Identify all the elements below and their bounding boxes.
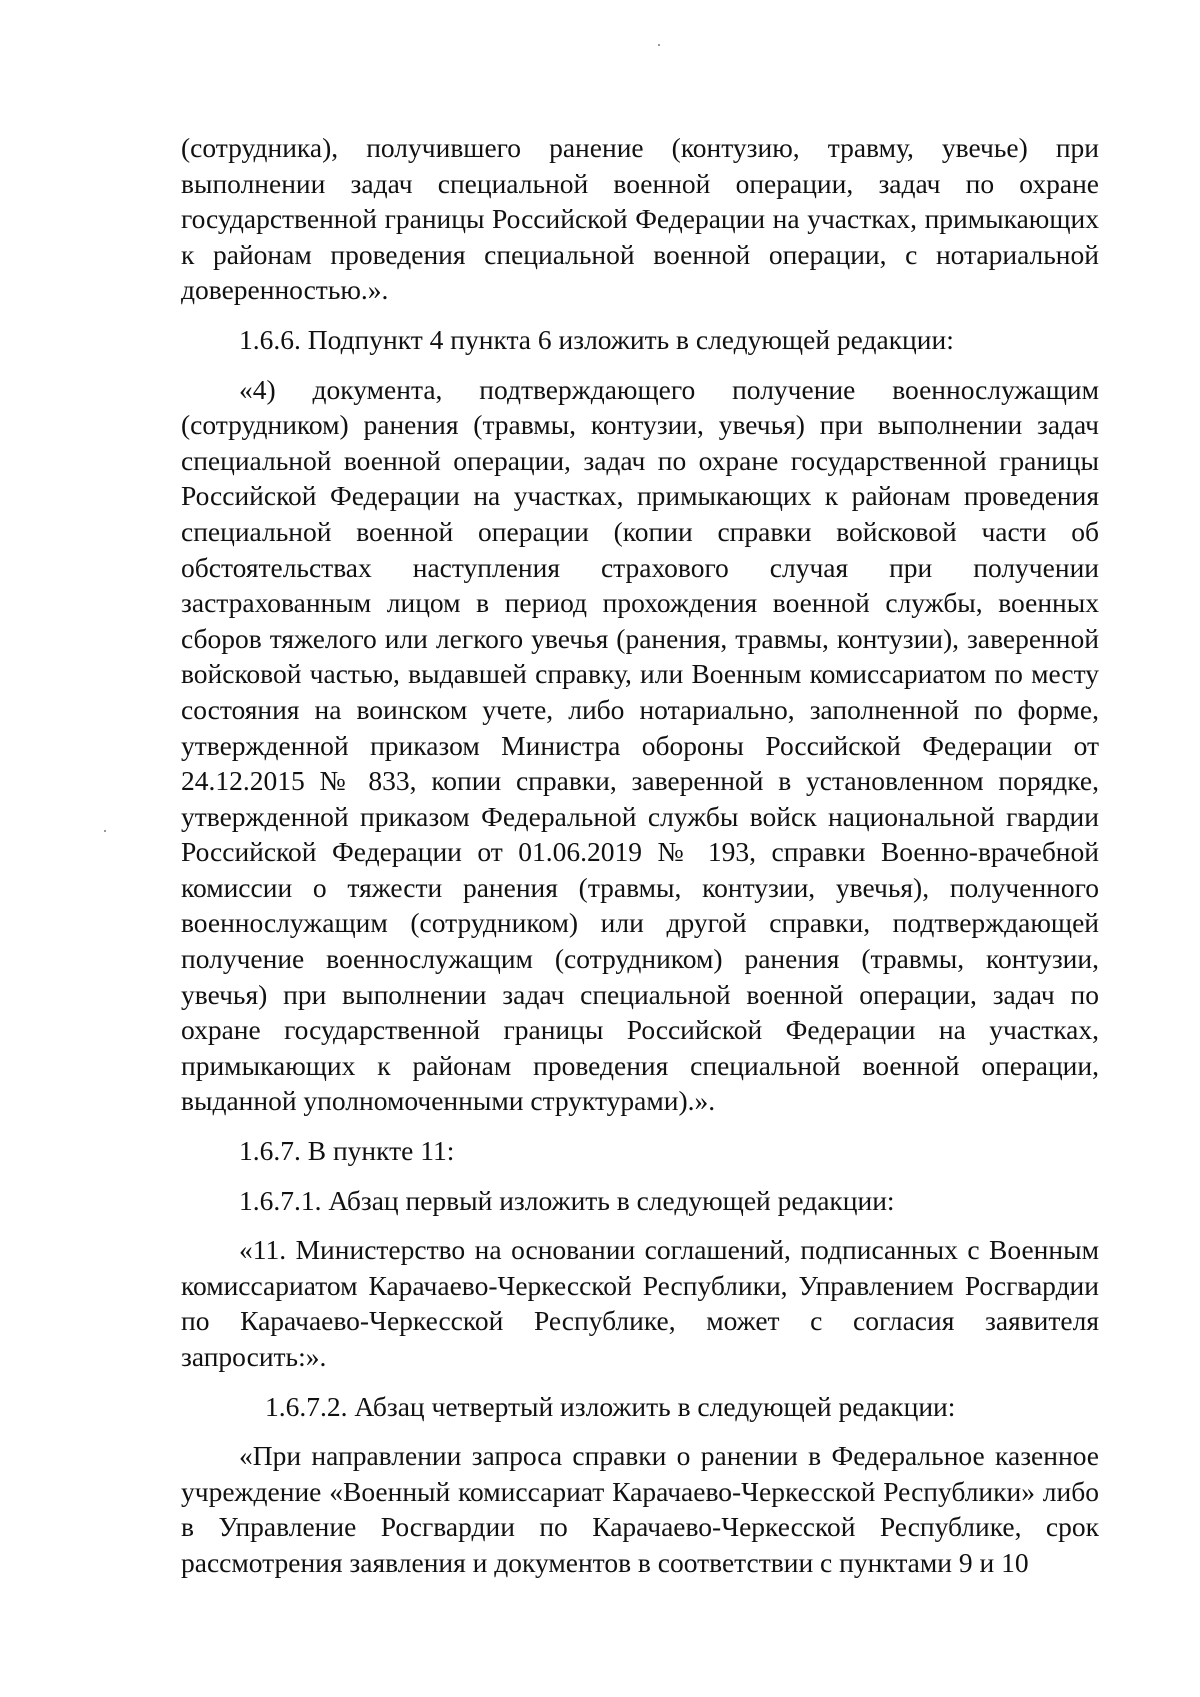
paragraph-item-1-6-6: 1.6.6. Подпункт 4 пункта 6 изложить в следующей редакции: [239, 323, 954, 355]
scan-speck [658, 44, 660, 46]
paragraph-continuation: (сотрудника), получившего ранение (контузию, травму, увечье) при выполнении задач специальной военной операции, задач по охране государственной границы Российской Федерации на участках, примыкающих к районам проведения специальной военной операции, с нотариальной доверенностью.». [181, 132, 1099, 306]
paragraph-subitem-4-text: «4) документа, подтверждающего получение военнослужащим (сотрудником) ранения (травмы, контузии, увечья) при выполнении задач специальной военной операции, задач по охране государственной границы Российской Федерации на участках, примыкающих к районам проведения специальной военной операции (копии справки войсковой части об обстоятельствах наступления страхового случая при получении застрахованным лицом в период прохождения военной службы, военных сборов тяжелого или легкого увечья (ранения, травмы, контузии), заверенной войсковой частью, выдавшей справку, или Военным комиссариатом по месту состояния на воинском учете, либо нотариально, заполненной по форме, утвержденной приказом Министра обороны Российской Федерации от 24.12.2015 № 833, копии справки, заверенной в установленном порядке, утвержденной приказом Федеральной службы войск национальной гвардии Российской Федерации от 01.06.2019 № 193, справки Военно-врачебной комиссии о тяжести ранения (травмы, контузии, увечья), полученного военнослужащим (сотрудником) или другой справки, подтверждающей получение военнослужащим (сотрудником) ранения (травмы, контузии, увечья) при выполнении задач специальной военной операции, задач по охране государственной границы Российской Федерации на участках, примыкающих к районам проведения специальной военной операции, выданной уполномоченными структурами).». [181, 373, 1099, 1117]
document-body [181, 130, 1099, 1581]
paragraph-item-1-6-7: 1.6.7. В пункте 11: [239, 1135, 455, 1167]
paragraph-item-1-6-7-2: 1.6.7.2. Абзац четвертый изложить в следующей редакции: [265, 1390, 956, 1422]
paragraph-abzac-4-text: «При направлении запроса справки о ранении в Федеральное казенное учреждение «Военный комиссариат Карачаево-Черкесской Республики» либо в Управление Росгвардии по Карачаево-Черкесской Республике, срок рассмотрения заявления и документов в соответствии с пунктами 9 и 10 [181, 1440, 1099, 1578]
paragraph-point-11-text: «11. Министерство на основании соглашений, подписанных с Военным комиссариатом Карачаево-Черкесской Республики, Управлением Росгвардии по Карачаево-Черкесской Республике, может с согласия заявителя запросить:». [181, 1234, 1099, 1372]
scan-speck [104, 830, 106, 832]
paragraph-item-1-6-7-1: 1.6.7.1. Абзац первый изложить в следующей редакции: [239, 1184, 895, 1216]
